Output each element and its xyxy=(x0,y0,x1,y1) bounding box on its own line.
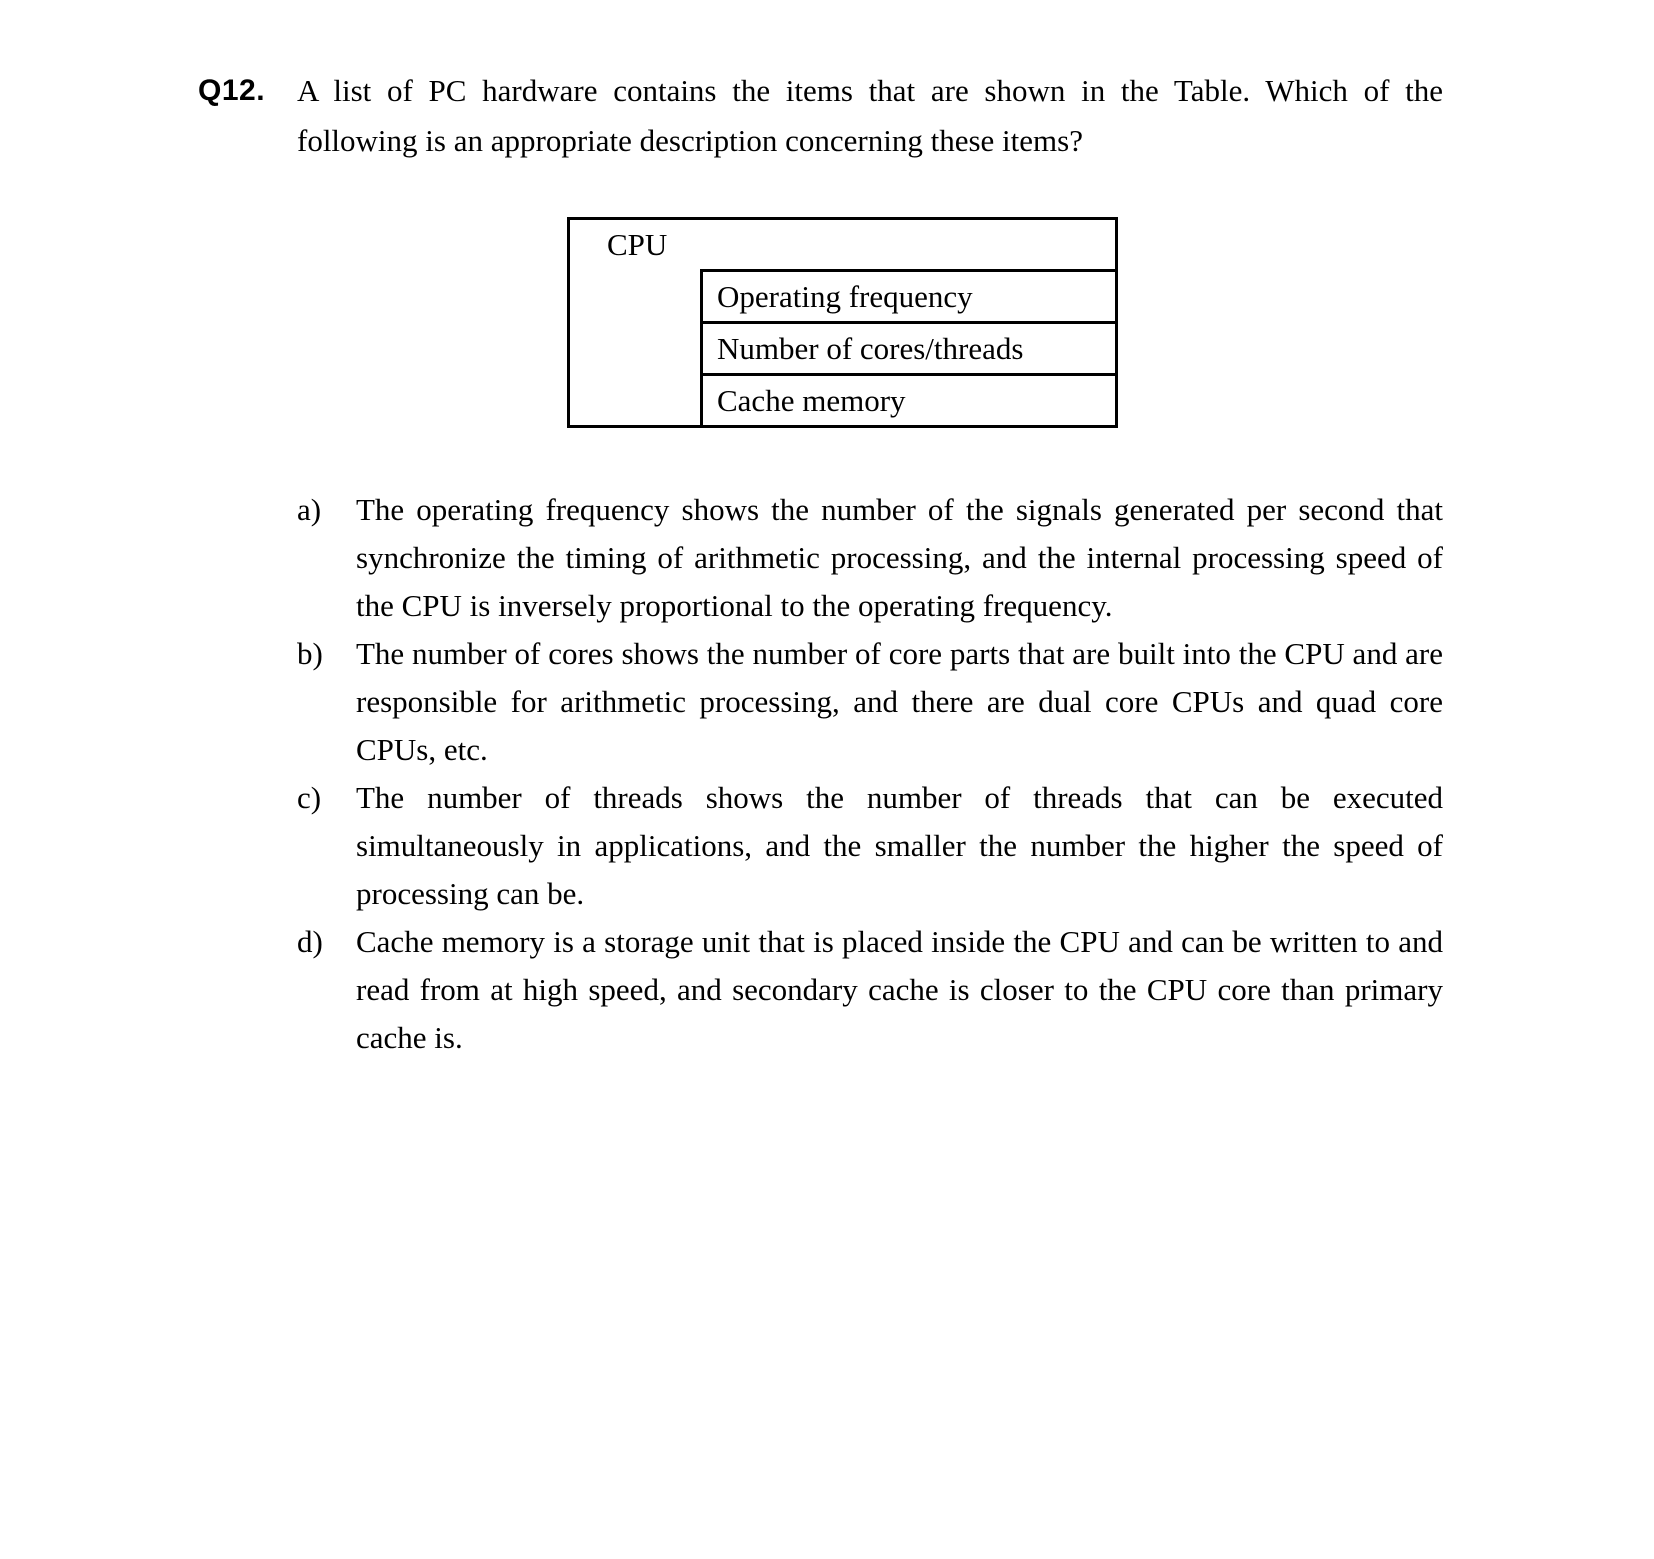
option-marker: a) xyxy=(297,492,322,527)
cpu-table-nested-rows xyxy=(700,269,1115,425)
question-number: Q12. xyxy=(198,74,266,107)
option-text: The number of threads shows the number of threads that can be executed simultaneously in applications, and the smaller the number the higher the speed of processing can be. xyxy=(356,780,1443,911)
table-row: Operating frequency xyxy=(703,272,1115,324)
table-row: Cache memory xyxy=(717,383,906,418)
option-d xyxy=(297,918,1443,1062)
question-text: A list of PC hardware contains the items that are shown in the Table. Which of the following is an appropriate description concerning these items? xyxy=(297,73,1443,158)
option-text: The operating frequency shows the number of the signals generated per second that synchronize the timing of arithmetic processing, and the internal processing speed of the CPU is inversely proportional to the operating frequency. xyxy=(356,492,1443,623)
options-list xyxy=(297,486,1443,1062)
option-text: The number of cores shows the number of core parts that are built into the CPU and are responsible for arithmetic processing, and there are dual core CPUs and quad core CPUs, etc. xyxy=(356,636,1443,767)
option-marker: c) xyxy=(297,780,322,815)
question-block xyxy=(198,66,1443,166)
option-c xyxy=(297,774,1443,918)
option-marker: d) xyxy=(297,924,323,959)
table-row: Number of cores/threads xyxy=(703,324,1115,376)
option-marker: b) xyxy=(297,636,323,671)
cpu-table xyxy=(567,217,1118,428)
table-header-cpu: CPU xyxy=(607,227,668,262)
option-b xyxy=(297,630,1443,774)
option-text: Cache memory is a storage unit that is placed inside the CPU and can be written to and read from at high speed, and secondary cache is closer to the CPU core than primary cache is. xyxy=(356,924,1443,1055)
option-a xyxy=(297,486,1443,630)
